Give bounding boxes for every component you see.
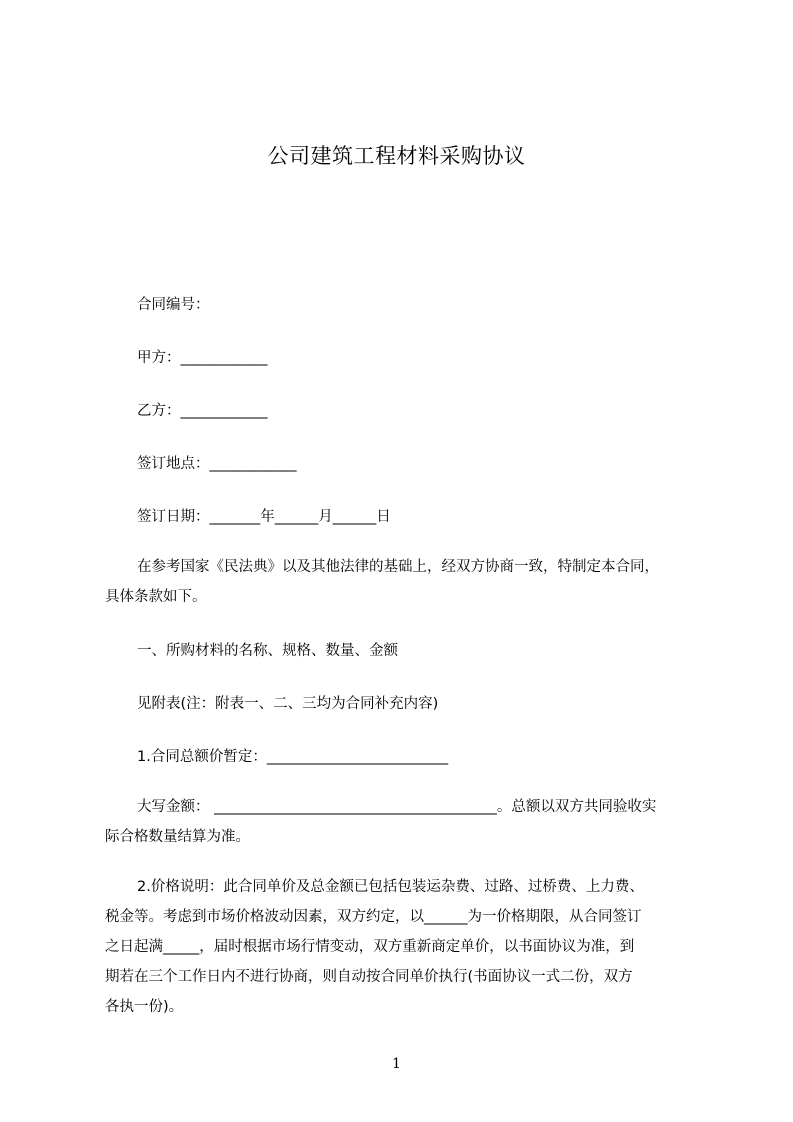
intro-line-1: 在参考国家《民法典》以及其他法律的基础上，经双方协商一致，特制定本合同， [137, 559, 659, 575]
party-b-field: 乙方：____________ [137, 403, 268, 419]
amount-in-words-paragraph [105, 792, 710, 852]
section-1-heading: 一、所购材料的名称、规格、数量、金额 [137, 643, 398, 659]
price-line-3: 之日起满_____，届时根据市场行情变动，双方重新商定单价，以书面协议为准，到 [105, 939, 635, 955]
sign-place-field: 签订地点：____________ [137, 456, 297, 472]
amount-line-1: 大写金额： _______________________________________。总额以双方共同验收实 [137, 799, 657, 815]
total-amount-item: 1.合同总额价暂定：_________________________ [137, 749, 449, 765]
document-title: 公司建筑工程材料采购协议 [267, 144, 526, 168]
intro-paragraph [105, 552, 710, 612]
price-description-paragraph [105, 872, 710, 1022]
price-line-5: 各执一份)。 [105, 999, 184, 1015]
appendix-note: 见附表(注：附表一、二、三均为合同补充内容) [137, 696, 439, 712]
intro-line-2: 具体条款如下。 [105, 589, 207, 605]
price-line-1: 2.价格说明：此合同单价及总金额已包括包装运杂费、过路、过桥费、上力费、 [137, 879, 644, 895]
contract-number-field: 合同编号： [137, 297, 210, 313]
price-line-2: 税金等。考虑到市场价格波动因素，双方约定，以______为一价格期限，从合同签订 [105, 909, 642, 925]
party-a-field: 甲方：____________ [137, 350, 268, 366]
amount-line-2: 际合格数量结算为准。 [105, 829, 250, 845]
page-number: 1 [392, 1056, 401, 1072]
sign-date-field: 签订日期：_______年______月______日 [137, 509, 391, 525]
price-line-4: 期若在三个工作日内不进行协商，则自动按合同单价执行(书面协议一式二份，双方 [105, 969, 633, 985]
